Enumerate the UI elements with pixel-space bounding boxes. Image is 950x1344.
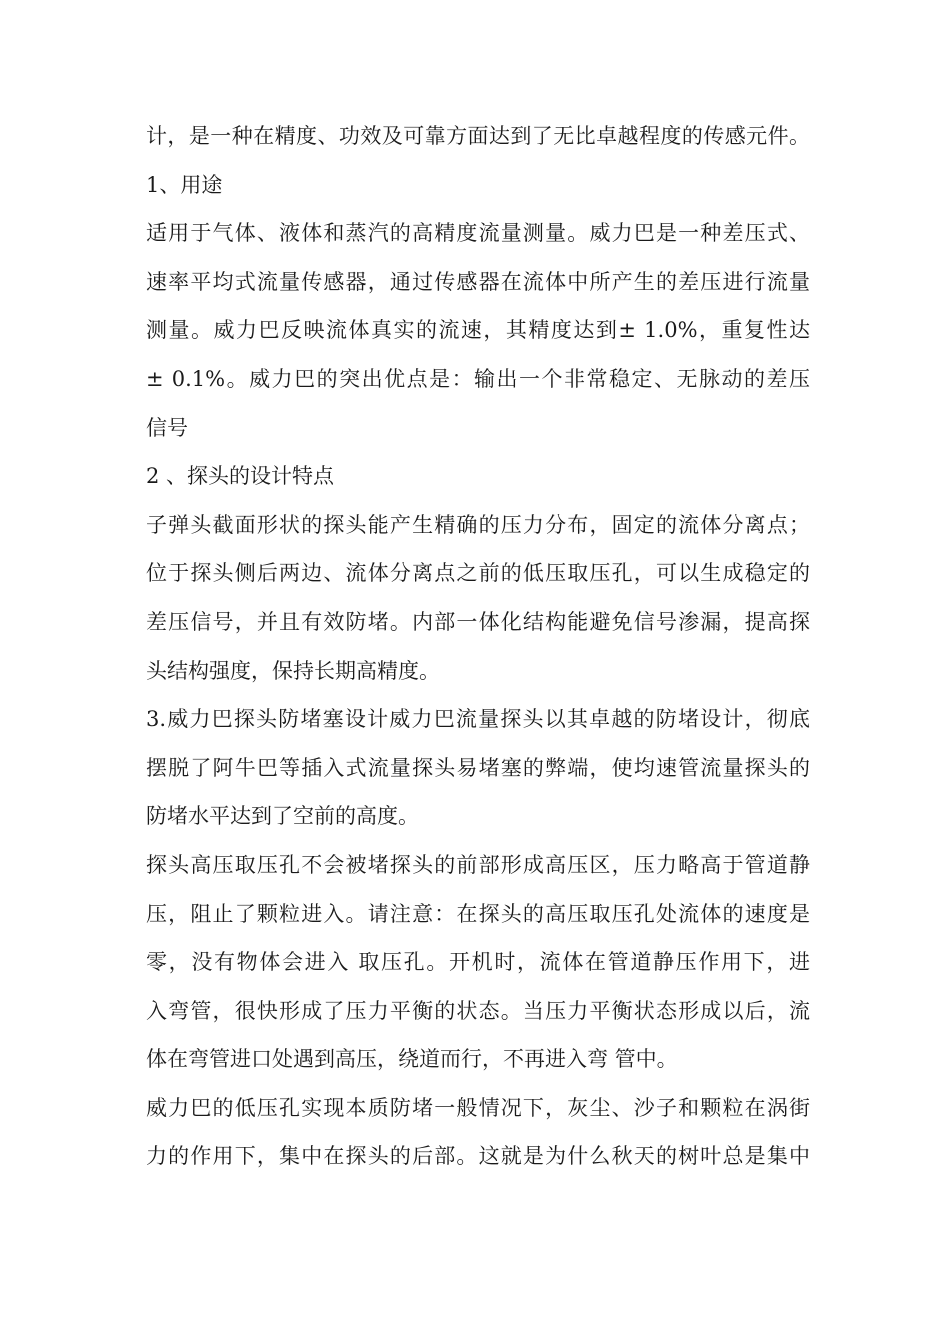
paragraph-line: 摆脱了阿牛巴等插入式流量探头易堵塞的弊端，使均速管流量探头的 (146, 755, 810, 780)
paragraph-line: 探头高压取压孔不会被堵探头的前部形成高压区，压力略高于管道静 (146, 852, 810, 877)
paragraph-line: 头结构强度，保持长期高精度。 (146, 658, 440, 683)
paragraph-line: 子弹头截面形状的探头能产生精确的压力分布，固定的流体分离点； (146, 512, 810, 537)
paragraph-line: 速率平均式流量传感器，通过传感器在流体中所产生的差压进行流量 (146, 269, 810, 294)
paragraph-line: 信号 (146, 415, 188, 440)
paragraph-line: 位于探头侧后两边、流体分离点之前的低压取压孔，可以生成稳定的 (146, 561, 810, 586)
paragraph-line: 3.威力巴探头防堵塞设计威力巴流量探头以其卓越的防堵设计，彻底 (146, 707, 810, 732)
paragraph-line: 威力巴的低压孔实现本质防堵一般情况下，灰尘、沙子和颗粒在涡街 (146, 1095, 810, 1120)
paragraph-line: 计，是一种在精度、功效及可靠方面达到了无比卓越程度的传感元件。 (146, 124, 810, 148)
paragraph-line: ± 0.1%。威力巴的突出优点是：输出一个非常稳定、无脉动的差压 (146, 366, 810, 391)
paragraph-line: 入弯管，很快形成了压力平衡的状态。当压力平衡状态形成以后，流 (146, 998, 810, 1023)
paragraph-line: 压，阻止了颗粒进入。请注意：在探头的高压取压孔处流体的速度是 (146, 901, 810, 926)
paragraph-line: 防堵水平达到了空前的高度。 (146, 804, 419, 829)
paragraph-line: 测量。威力巴反映流体真实的流速，其精度达到± 1.0%，重复性达 (146, 318, 810, 343)
paragraph-line: 力的作用下，集中在探头的后部。这就是为什么秋天的树叶总是集中 (146, 1144, 810, 1169)
paragraph-line: 零，没有物体会进入 取压孔。开机时，流体在管道静压作用下，进 (146, 950, 810, 975)
section-heading-probe-design: 2 、探头的设计特点 (146, 464, 335, 489)
section-heading-usage: 1、用途 (146, 172, 223, 197)
document-body (146, 116, 810, 1185)
paragraph-line: 适用于气体、液体和蒸汽的高精度流量测量。威力巴是一种差压式、 (146, 221, 810, 246)
paragraph-line: 差压信号，并且有效防堵。内部一体化结构能避免信号渗漏，提高探 (146, 609, 810, 634)
paragraph-line: 体在弯管进口处遇到高压，绕道而行，不再进入弯 管中。 (146, 1047, 678, 1072)
